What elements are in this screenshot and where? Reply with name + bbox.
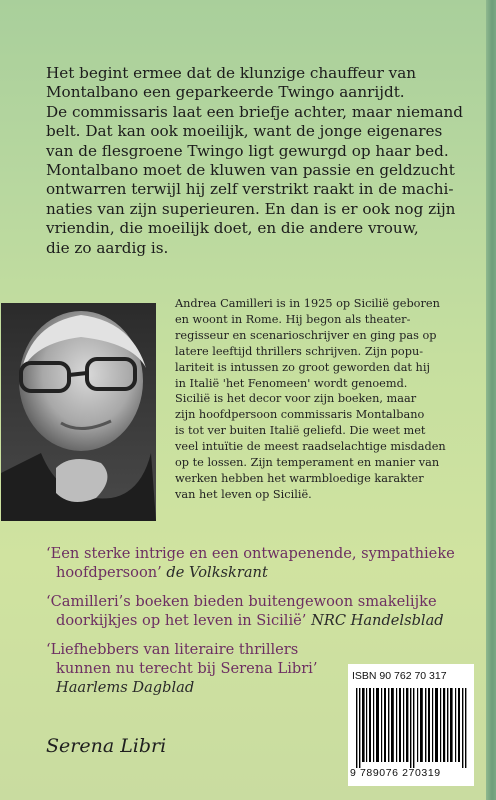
quote-text-wrap bbox=[46, 563, 476, 582]
barcode-number: 9 789076 270319 bbox=[350, 767, 441, 779]
isbn-barcode-box bbox=[348, 664, 474, 786]
bio-line: veel intuïtie de meest raadselachtige misdaden bbox=[175, 440, 446, 454]
barcode-image bbox=[356, 688, 468, 768]
quote-volkskrant bbox=[46, 544, 476, 582]
blurb-line: van de flesgroene Twingo ligt gewurgd op haar bed. bbox=[46, 141, 449, 160]
blurb-text bbox=[46, 64, 466, 258]
quote-source: de Volkskrant bbox=[166, 564, 268, 581]
author-portrait-image bbox=[1, 303, 156, 521]
quote-text: hoofdpersoon’ bbox=[56, 564, 162, 581]
bio-line: regisseur en scenarioschrijver en ging pas op bbox=[175, 328, 437, 342]
bio-line: Andrea Camilleri is in 1925 op Sicilië geboren bbox=[175, 297, 440, 310]
quote-text: ‘Camilleri’s boeken bieden buitengewoon smakelijke bbox=[46, 593, 437, 610]
quote-text-wrap bbox=[46, 611, 476, 630]
bio-line: latere leeftijd thrillers schrijven. Zijn popu- bbox=[175, 344, 424, 358]
publisher-logo-text: Serena Libri bbox=[46, 735, 167, 757]
bio-line: Sicilië is het decor voor zijn boeken, maar bbox=[175, 392, 417, 406]
blurb-line: Het begint ermee dat de klunzige chauffeur van bbox=[46, 64, 417, 82]
bio-line: is tot ver buiten Italië geliefd. Die weet met bbox=[175, 424, 426, 438]
cover-edge bbox=[486, 0, 496, 800]
bio-line: in Italië 'het Fenomeen' wordt genoemd. bbox=[175, 376, 408, 390]
bio-line: van het leven op Sicilië. bbox=[175, 487, 312, 501]
bio-line: werken hebben het warmbloedige karakter bbox=[175, 471, 424, 485]
blurb-line: Montalbano moet de kluwen van passie en geldzucht bbox=[46, 161, 455, 180]
author-photo bbox=[1, 303, 156, 521]
quote-source: Haarlems Dagblad bbox=[56, 679, 195, 696]
blurb-line: naties van zijn superieuren. En dan is er ook nog zijn bbox=[46, 199, 456, 218]
quote-text: ‘Een sterke intrige en een ontwapenende, sympathieke bbox=[46, 545, 455, 562]
blurb-line: die zo aardig is. bbox=[46, 238, 169, 257]
quote-source: NRC Handelsblad bbox=[311, 612, 444, 629]
bio-line: zijn hoofdpersoon commissaris Montalbano bbox=[175, 408, 425, 422]
author-bio bbox=[175, 296, 485, 503]
blurb-line: De commissaris laat een briefje achter, maar niemand bbox=[46, 102, 464, 121]
quote-nrc bbox=[46, 592, 476, 630]
quote-text: kunnen nu terecht bij Serena Libri’ bbox=[56, 660, 318, 677]
bio-line: lariteit is intussen zo groot geworden dat hij bbox=[175, 360, 430, 374]
blurb-line: vriendin, die moeilijk doet, en die andere vrouw, bbox=[46, 219, 419, 238]
blurb-line: Montalbano een geparkeerde Twingo aanrijdt. bbox=[46, 83, 405, 102]
blurb-line: ontwarren terwijl hij zelf verstrikt raakt in de machi- bbox=[46, 180, 454, 199]
quote-text: ‘Liefhebbers van literaire thrillers bbox=[46, 641, 299, 658]
quote-text: doorkijkjes op het leven in Sicilië’ bbox=[56, 612, 307, 629]
isbn-label: ISBN 90 762 70 317 bbox=[352, 670, 447, 682]
blurb-line: belt. Dat kan ook moeilijk, want de jonge eigenares bbox=[46, 122, 443, 141]
bio-line: en woont in Rome. Hij begon als theater- bbox=[175, 312, 411, 326]
bio-line: op te lossen. Zijn temperament en manier van bbox=[175, 456, 440, 470]
